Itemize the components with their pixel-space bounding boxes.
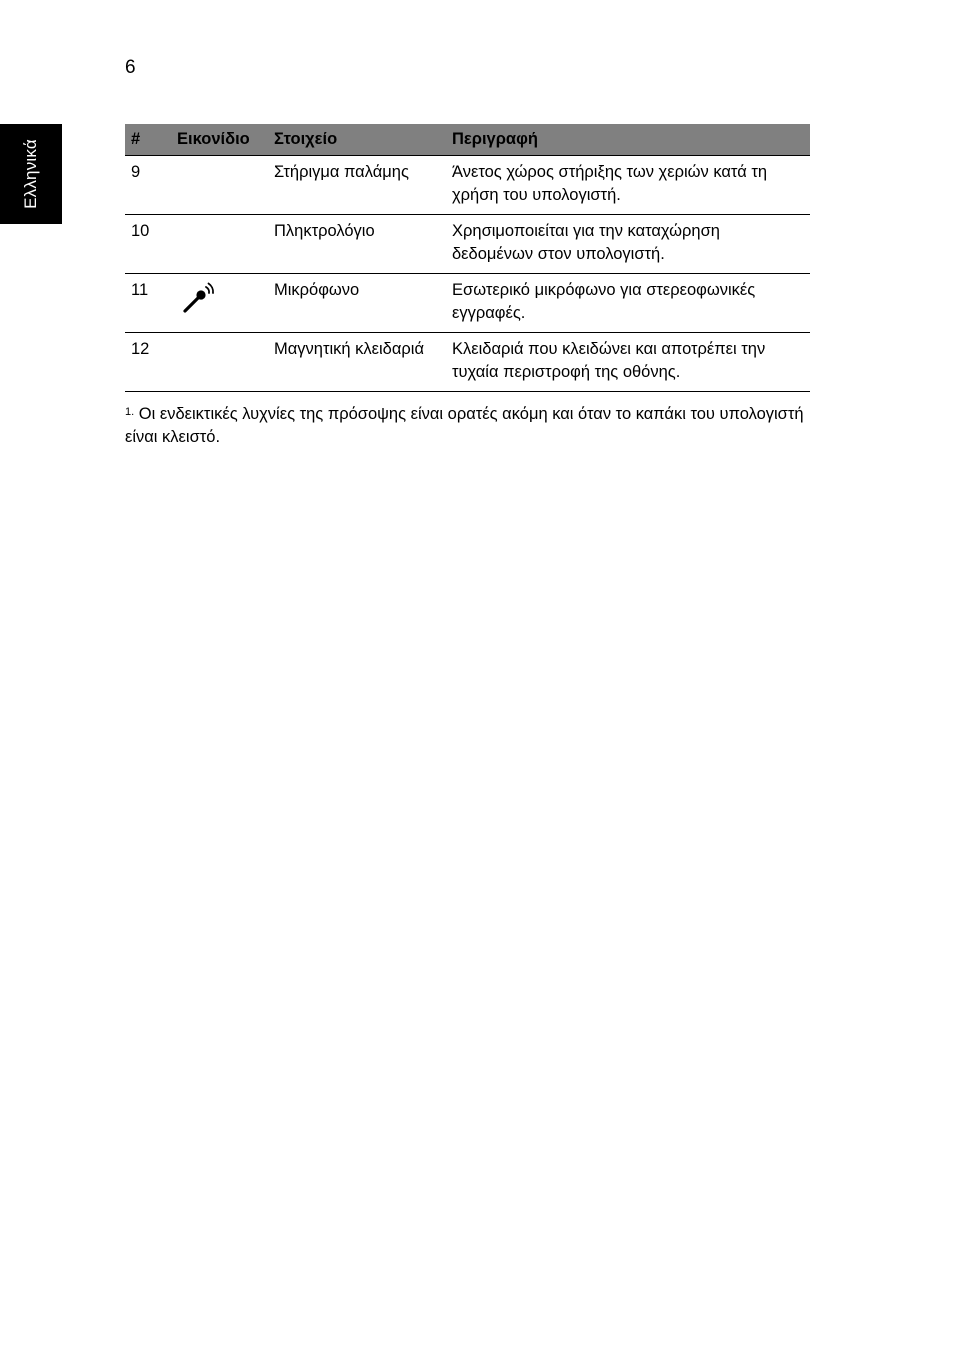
row-icon-cell	[171, 215, 268, 274]
table-row	[125, 333, 810, 392]
table-row	[125, 215, 810, 274]
row-description: Άνετος χώρος στήριξης των χεριών κατά τη χρήση του υπολογιστή.	[446, 156, 810, 215]
footnote-text: Οι ενδεικτικές λυχνίες της πρόσοψης είναι ορατές ακόμη και όταν το καπάκι του υπολογιστή είναι κλειστό.	[125, 405, 804, 446]
language-side-tab-label: Ελληνικά	[21, 139, 40, 209]
footnote-marker: 1.	[125, 406, 135, 418]
header-icon: Εικονίδιο	[171, 124, 268, 156]
row-description: Χρησιμοποιείται για την καταχώρηση δεδομένων στον υπολογιστή.	[446, 215, 810, 274]
row-number: 11	[125, 274, 171, 333]
components-table	[125, 124, 810, 392]
page-number: 6	[125, 57, 136, 78]
row-icon-cell	[171, 274, 268, 333]
row-description: Εσωτερικό μικρόφωνο για στερεοφωνικές εγγραφές.	[446, 274, 810, 333]
row-description: Κλειδαριά που κλειδώνει και αποτρέπει την τυχαία περιστροφή της οθόνης.	[446, 333, 810, 392]
row-item: Πληκτρολόγιο	[268, 215, 446, 274]
row-number: 12	[125, 333, 171, 392]
row-item: Μικρόφωνο	[268, 274, 446, 333]
row-icon-cell	[171, 333, 268, 392]
header-item: Στοιχείο	[268, 124, 446, 156]
header-description: Περιγραφή	[446, 124, 810, 156]
microphone-icon	[179, 281, 217, 322]
table-row	[125, 156, 810, 215]
row-number: 9	[125, 156, 171, 215]
row-item: Μαγνητική κλειδαριά	[268, 333, 446, 392]
table-header-row	[125, 124, 810, 156]
footnote	[125, 403, 815, 449]
header-number: #	[125, 124, 171, 156]
row-icon-cell	[171, 156, 268, 215]
row-number: 10	[125, 215, 171, 274]
row-item: Στήριγμα παλάμης	[268, 156, 446, 215]
table-row	[125, 274, 810, 333]
language-side-tab	[0, 124, 62, 224]
